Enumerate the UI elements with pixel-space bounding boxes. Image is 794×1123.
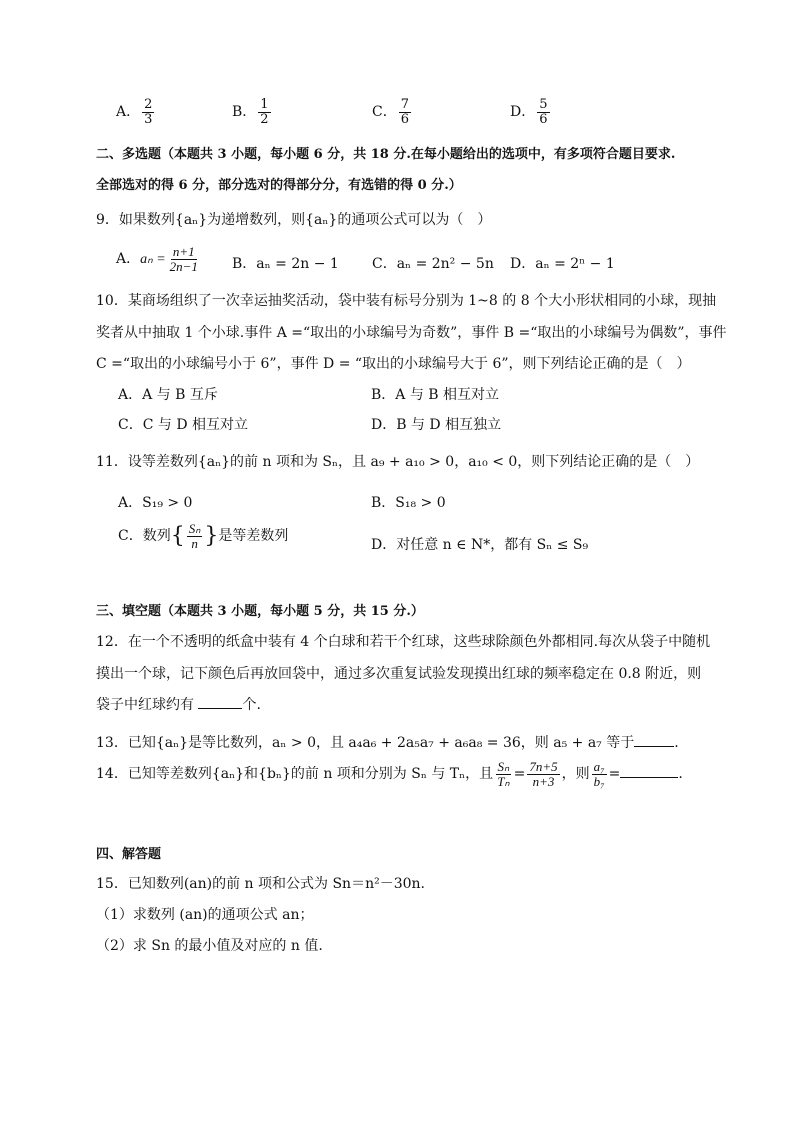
denominator: 2n−1 [169,258,198,274]
denominator: 6 [400,111,409,127]
numerator: 1 [260,97,269,112]
right-brace: } [204,523,219,549]
answer-blank[interactable] [620,765,678,778]
option-label: B． [232,104,257,121]
q14 [96,760,683,788]
q8-option-c [372,98,413,126]
q15-line-2: （1）求数列 (an)的通项公式 an； [96,907,314,923]
answer-blank[interactable] [634,734,674,747]
denominator: Tₙ [497,773,510,789]
fraction [168,245,200,273]
section-3-heading: 三、填空题（本题共 3 小题，每小题 5 分，共 15 分.） [96,604,424,619]
numerator: Sₙ [497,759,510,774]
q11-option-a: A．S₁₉ > 0 [118,495,193,511]
text: 13．已知{aₙ}是等比数列，aₙ > 0，且 a₄a₆ + 2a₅a₇ + a₆a₈ = 36，则 a₅ + a₇ 等于 [96,735,635,751]
denominator: 2 [260,111,269,127]
q9-option-a [116,245,202,273]
option-label: A． [116,104,141,121]
text: 个. [242,697,261,713]
numerator: Sₙ [188,521,201,536]
formula-lhs: aₙ = [140,252,166,268]
q10-line-1: 10．某商场组织了一次幸运抽奖活动，袋中装有标号分别为 1~8 的 8 个大小形状相同的小球，现抽 [96,293,717,309]
q12-line-2: 摸出一个球，记下颜色后再放回袋中，通过多次重复试验发现摸出红球的频率稳定在 0.8 附近，则 [96,666,702,682]
q8-option-b [232,98,273,126]
q10-line-2: 奖者从中抽取 1 个小球.事件 A =“取出的小球编号为奇数”，事件 B =“取出的小球编号为偶数”，事件 [96,325,727,341]
q9-stem: 9．如果数列{aₙ}为递增数列，则{aₙ}的通项公式可以为（ ） [96,212,492,228]
fraction [537,98,549,126]
q11-stem: 11．设等差数列{aₙ}的前 n 项和为 Sₙ，且 a₉ + a₁₀ > 0，a₁₀ < 0，则下列结论正确的是（ ） [96,454,700,470]
denominator: n [191,535,198,551]
fraction [399,98,411,126]
q9-option-d: D．aₙ = 2ⁿ − 1 [510,256,615,272]
left-brace: { [170,523,185,549]
q10-line-3: C =“取出的小球编号小于 6”，事件 D = “取出的小球编号大于 6”，则下列结论正确的是（ ） [96,356,691,372]
fraction [592,760,607,788]
q15-line-3: （2）求 Sn 的最小值及对应的 n 值. [96,938,323,954]
fraction [527,760,559,788]
option-label: C． [372,104,397,121]
option-label: C．数列 [118,528,171,545]
numerator: 2 [144,97,153,112]
equals: = [513,766,526,783]
numerator: 5 [539,97,548,112]
q11-option-c [118,522,288,550]
fraction [495,760,511,788]
q15-line-1: 15．已知数列(an)的前 n 项和公式为 Sn＝n²－30n. [96,876,425,892]
q12-line-1: 12．在一个不透明的纸盒中装有 4 个白球和若干个红球，这些球除颜色外都相同.每次从袋子中随机 [96,634,711,650]
fraction [142,98,154,126]
numerator: n+1 [172,244,195,259]
q10-option-c: C．C 与 D 相互对立 [118,417,248,433]
q8-option-a [116,98,156,126]
q12-line-3 [96,694,261,714]
text: . [678,766,683,783]
section-4-heading: 四、解答题 [96,847,162,862]
numerator: 7n+5 [529,759,558,774]
q10-option-b: B．A 与 B 相互对立 [371,387,500,403]
numerator: 7 [400,97,409,112]
denominator: n+3 [532,773,555,789]
q13 [96,732,679,752]
q11-option-b: B．S₁₈ > 0 [371,495,446,511]
denominator: 3 [144,111,153,127]
option-text: 是等差数列 [218,528,289,545]
option-label: A． [116,251,141,268]
section-2-heading: 二、多选题（本题共 3 小题，每小题 6 分，共 18 分.在每小题给出的选项中，有多项符合题目要求. [96,147,676,162]
answer-blank[interactable] [198,696,242,709]
text: 14．已知等差数列{aₙ}和{bₙ}的前 n 项和分别为 Sₙ 与 Tₙ，且 [96,766,494,783]
option-label: D． [510,104,536,121]
denominator: b₇ [593,773,605,789]
q10-option-d: D．B 与 D 相互独立 [371,417,502,433]
q9-option-b: B．aₙ = 2n − 1 [232,256,339,272]
text: . [674,735,679,751]
q8-option-d [510,98,552,126]
text: 袋子中红球约有 [96,697,194,713]
denominator: 6 [539,111,548,127]
q10-option-a: A．A 与 B 互斥 [118,387,218,403]
section-2-heading-cont: 全部选对的得 6 分，部分选对的得部分分，有选错的得 0 分.） [96,178,462,193]
fraction [258,98,270,126]
fraction [187,522,203,550]
q9-option-c: C．aₙ = 2n² − 5n [372,256,494,272]
text: ，则 [561,766,590,783]
numerator: a₇ [593,759,605,774]
equals: = [608,766,621,783]
q11-option-d: D．对任意 n ∈ N*，都有 Sₙ ≤ S₉ [371,537,589,553]
